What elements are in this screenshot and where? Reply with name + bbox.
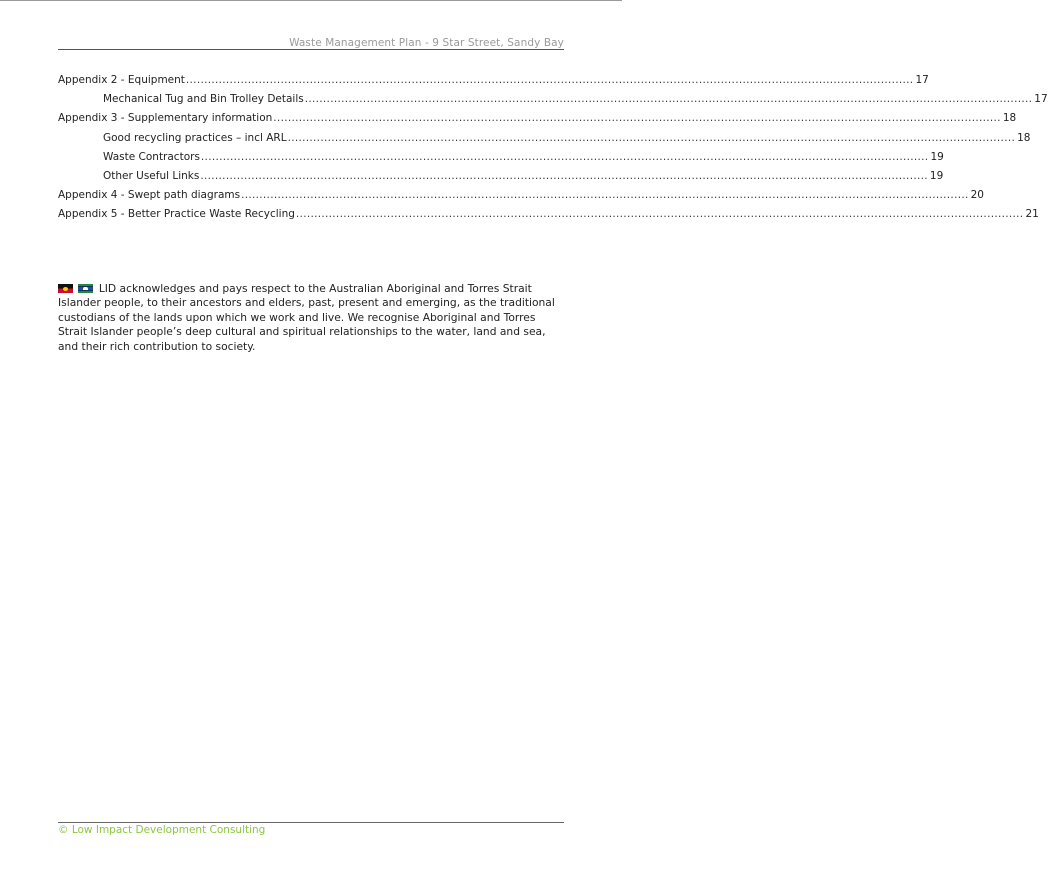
page-top-border [0,0,622,1]
page-header-title: Waste Management Plan - 9 Star Street, Sandy Bay [289,37,564,49]
toc-leader-dots: ........................................................................................................................................................................................................ [200,150,929,163]
toc-entry-label: Good recycling practices – incl ARL [103,131,287,144]
toc-leader-dots: ........................................................................................................................................................................................................ [273,112,1001,125]
table-of-contents [58,74,1048,228]
toc-entry-page: 17 [915,74,929,86]
toc-entry-page: 18 [1002,112,1017,125]
toc-entry-page: 19 [929,169,944,182]
header-divider [58,49,564,50]
toc-entry-label: Other Useful Links [103,169,200,182]
toc-entry-page: 20 [970,189,984,202]
toc-entry-label: Appendix 5 - Better Practice Waste Recycling [58,208,295,221]
toc-leader-dots: ........................................................................................................................................................................................................ [185,74,914,86]
toc-leader-dots: ........................................................................................................................................................................................................ [200,169,928,182]
toc-entry[interactable] [58,169,944,189]
acknowledgement-text: LID acknowledges and pays respect to the Australian Aboriginal and Torres Strait Islander people, to their ancestors and elders, past, present and emerging, as the traditional custodians of the lands upon which we work and live. We recognise Aboriginal and Torres Strait Islander people’s deep cultural and spiritual relationships to the water, land and sea, and their rich contribution to society. [58,282,555,353]
torres-strait-islander-flag-icon [78,284,93,293]
footer-copyright: © Low Impact Development Consulting [58,824,266,836]
toc-entry[interactable] [58,189,984,208]
toc-entry-page: 19 [930,150,944,163]
toc-leader-dots: ........................................................................................................................................................................................................ [287,131,1016,144]
footer-divider [58,822,564,823]
toc-entry[interactable] [58,93,1048,112]
toc-entry-label: Appendix 4 - Swept path diagrams [58,189,241,202]
toc-entry-label: Appendix 3 - Supplementary information [58,112,273,125]
toc-leader-dots: ........................................................................................................................................................................................................ [304,93,1033,106]
toc-entry-label: Appendix 2 - Equipment [58,74,185,86]
toc-entry-page: 18 [1017,131,1031,144]
toc-entry[interactable] [58,112,1017,131]
acknowledgement-of-country [58,282,564,354]
toc-entry[interactable] [58,208,1039,227]
toc-entry[interactable] [58,150,944,170]
toc-entry[interactable] [58,74,929,93]
toc-entry-page: 17 [1034,93,1048,106]
toc-leader-dots: ........................................................................................................................................................................................................ [295,208,1024,221]
toc-entry-page: 21 [1025,208,1039,221]
toc-entry-label: Waste Contractors [103,150,200,163]
toc-entry[interactable] [58,131,1031,151]
aboriginal-flag-icon [58,284,73,293]
toc-entry-label: Mechanical Tug and Bin Trolley Details [103,93,304,106]
toc-leader-dots: ........................................................................................................................................................................................................ [241,189,969,202]
